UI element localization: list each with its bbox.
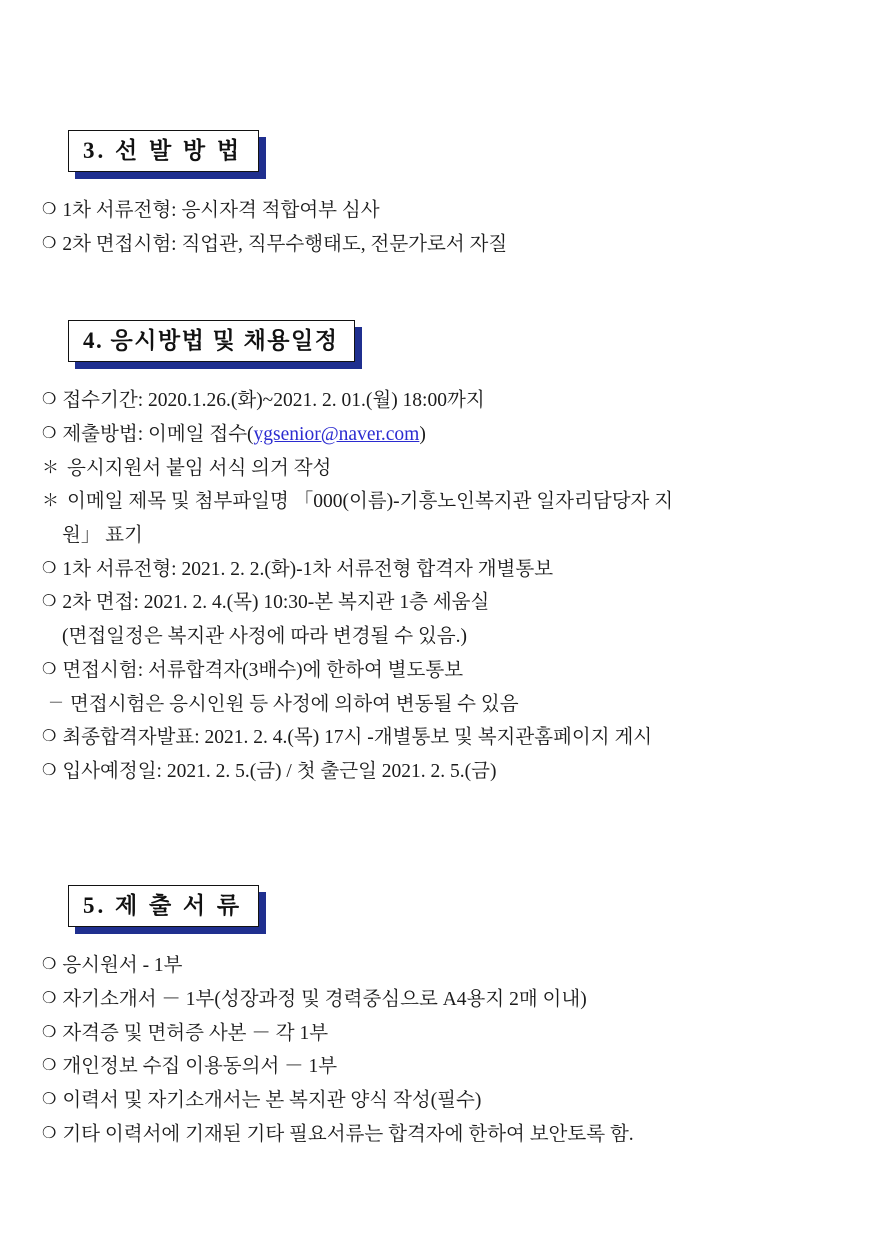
document-content xyxy=(42,130,822,1152)
list-item xyxy=(42,1084,822,1118)
list-item xyxy=(42,586,822,620)
bullet-icon: ❍ xyxy=(42,424,57,442)
bullet-icon: ❍ xyxy=(42,1023,57,1041)
list-item-text: 자격증 및 면허증 사본 － 각 1부 xyxy=(62,1022,329,1044)
heading-text: 4. 응시방법 및 채용일정 xyxy=(68,320,355,362)
list-item xyxy=(42,654,822,688)
list-item-text: 제출방법: 이메일 접수( xyxy=(62,423,254,445)
bullet-icon: ❍ xyxy=(42,1091,57,1109)
section-body-application-method-schedule xyxy=(42,384,822,789)
list-item xyxy=(42,228,822,262)
heading-text: 5. 제 출 서 류 xyxy=(68,885,259,927)
section-body-selection-method xyxy=(42,194,822,261)
bullet-icon: ❍ xyxy=(42,201,57,219)
list-application-method-schedule xyxy=(42,384,822,789)
section-body-required-documents xyxy=(42,949,822,1151)
list-item-note xyxy=(42,452,822,486)
bullet-icon: ❍ xyxy=(42,762,57,780)
list-item-text: 개인정보 수집 이용동의서 － 1부 xyxy=(62,1056,338,1078)
list-item-text: 최종합격자발표: 2021. 2. 4.(목) 17시 -개별통보 및 복지관홈페이지 게시 xyxy=(62,727,653,749)
list-item-text-after: ) xyxy=(419,423,426,445)
list-item xyxy=(42,983,822,1017)
list-required-documents xyxy=(42,949,822,1151)
list-item-text: 면접시험은 응시인원 등 사정에 의하여 변동될 수 있음 xyxy=(70,693,519,715)
bullet-icon: ❍ xyxy=(42,1124,57,1142)
list-item-email xyxy=(42,418,822,452)
list-item xyxy=(42,1118,822,1152)
bullet-icon: ❍ xyxy=(42,559,57,577)
list-item-continuation: 원」 표기 xyxy=(62,525,143,546)
email-link[interactable]: ygsenior@naver.com xyxy=(253,423,420,445)
bullet-icon: ❍ xyxy=(42,956,57,974)
heading-text: 3. 선 발 방 법 xyxy=(68,130,259,172)
list-item-text: 면접시험: 서류합격자(3배수)에 한하여 별도통보 xyxy=(62,659,464,681)
list-item-text: 2차 면접시험: 직업관, 직무수행태도, 전문가로서 자질 xyxy=(62,234,508,256)
bullet-icon: ❍ xyxy=(42,989,57,1007)
list-item-text: 접수기간: 2020.1.26.(화)~2021. 2. 01.(월) 18:00까지 xyxy=(62,390,485,412)
section-heading-selection-method xyxy=(68,130,259,172)
bullet-icon: ❍ xyxy=(42,728,57,746)
list-item xyxy=(42,194,822,228)
bullet-icon: ❍ xyxy=(42,391,57,409)
list-item xyxy=(42,949,822,983)
list-item-text: 입사예정일: 2021. 2. 5.(금) / 첫 출근일 2021. 2. 5.(금) xyxy=(62,761,497,783)
list-item-subbullet xyxy=(48,688,822,722)
list-item xyxy=(42,553,822,587)
bullet-icon: ❍ xyxy=(42,593,57,611)
list-item xyxy=(42,384,822,418)
list-item-text: 2차 면접: 2021. 2. 4.(목) 10:30-본 복지관 1층 세움실 xyxy=(62,592,490,614)
section-heading-application-method-schedule xyxy=(68,320,355,362)
list-item-text: 응시지원서 붙임 서식 의거 작성 xyxy=(67,457,332,479)
asterisk-icon: ＊ xyxy=(42,457,59,477)
asterisk-icon: ＊ xyxy=(42,491,59,511)
list-item xyxy=(42,755,822,789)
list-item xyxy=(42,1017,822,1051)
list-item xyxy=(42,721,822,755)
list-item-text: 이메일 제목 및 첨부파일명 「000(이름)-기흥노인복지관 일자리담당자 지 xyxy=(67,491,674,513)
bullet-icon: ❍ xyxy=(42,660,57,678)
list-item-note xyxy=(42,485,822,519)
bullet-icon: ❍ xyxy=(42,1057,57,1075)
dash-icon: － xyxy=(48,694,65,712)
list-item-text: 응시원서 - 1부 xyxy=(62,955,183,977)
list-item-text: 기타 이력서에 기재된 기타 필요서류는 합격자에 한하여 보안토록 함. xyxy=(62,1123,634,1145)
list-selection-method xyxy=(42,194,822,261)
list-item-text: 자기소개서 － 1부(성장과정 및 경력중심으로 A4용지 2매 이내) xyxy=(62,988,587,1010)
list-item-subnote: (면접일정은 복지관 사정에 따라 변경될 수 있음.) xyxy=(62,626,468,648)
list-item-text: 1차 서류전형: 2021. 2. 2.(화)-1차 서류전형 합격자 개별통보 xyxy=(62,558,554,580)
list-item xyxy=(42,1050,822,1084)
list-item-text: 이력서 및 자기소개서는 본 복지관 양식 작성(필수) xyxy=(62,1090,482,1112)
section-heading-required-documents xyxy=(68,885,259,927)
list-item-text: 1차 서류전형: 응시자격 적합여부 심사 xyxy=(62,200,380,222)
bullet-icon: ❍ xyxy=(42,235,57,253)
